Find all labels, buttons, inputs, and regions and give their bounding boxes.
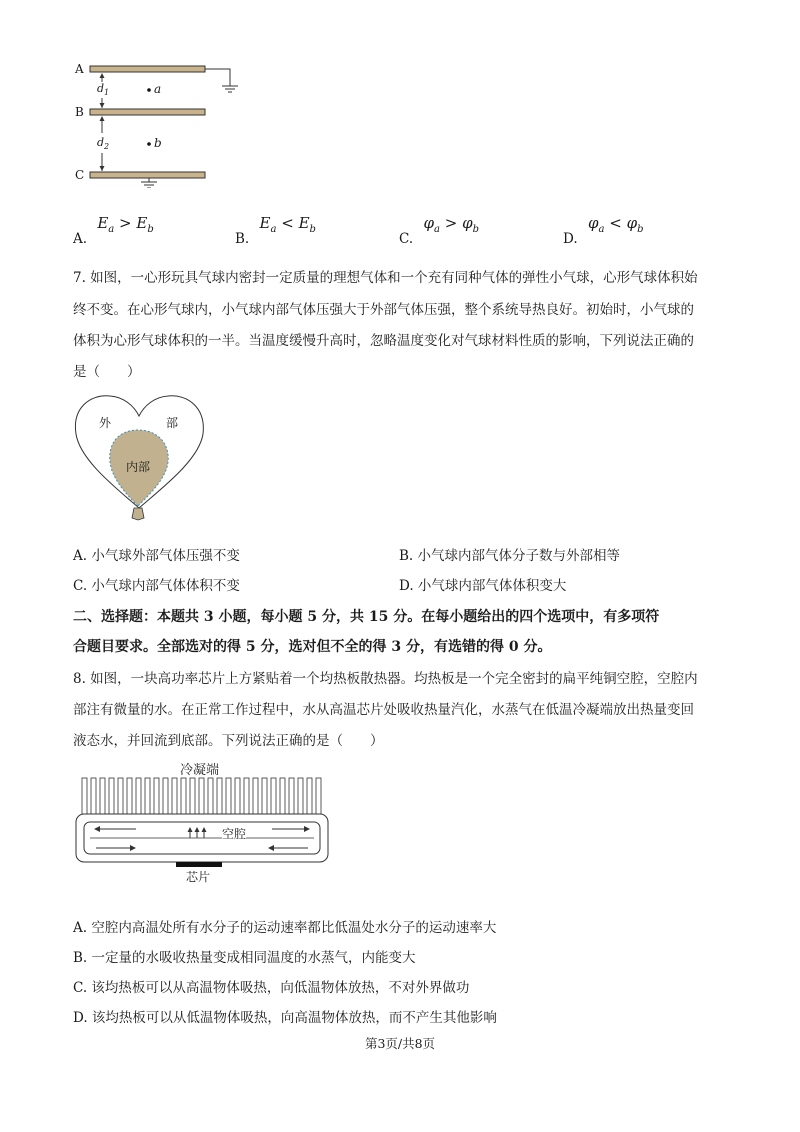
q6-plates-figure (70, 58, 260, 188)
cooling-fin (208, 778, 213, 814)
plate-label-c: C (75, 168, 85, 182)
plate-a-wire (205, 69, 230, 86)
d1-letter: d (97, 82, 105, 95)
cooling-fin (163, 778, 168, 814)
q6-c-rhs: φ (462, 214, 473, 232)
cooling-fin (190, 778, 195, 814)
cavity-label: 空腔 (222, 827, 247, 841)
d1-arrowhead-top (100, 73, 105, 78)
q6-b-rhs: E (298, 214, 310, 232)
cooling-fin (262, 778, 267, 814)
q6-option-b[interactable] (235, 214, 316, 249)
cooling-fin (145, 778, 150, 814)
cooling-fin (253, 778, 258, 814)
cooling-fin (127, 778, 132, 814)
q7-stem-line-4: 是（ ） (73, 364, 141, 380)
cooling-fin (235, 778, 240, 814)
cooling-fin (280, 778, 285, 814)
d1-label (97, 82, 109, 97)
d2-sub: 2 (104, 142, 110, 152)
q6-c-op: > (444, 214, 458, 232)
q6-option-d-letter: D. (563, 231, 578, 247)
cooling-fin (136, 778, 141, 814)
q6-option-c-expr (423, 214, 479, 235)
cooling-fin (316, 778, 321, 814)
q6-a-lhs: E (97, 214, 109, 232)
q7-option-a[interactable]: A. 小气球外部气体压强不变 (73, 548, 240, 564)
q6-option-d-expr (587, 214, 644, 235)
plate-a (90, 66, 205, 72)
q7-stem-line-2: 终不变。在心形气球内，小气球内部气体压强大于外部气体压强，整个系统导热良好。初始时，小气球的 (73, 302, 694, 318)
q8-option-c[interactable]: C. 该均热板可以从高温物体吸热，向低温物体放热，不对外界做功 (73, 980, 470, 996)
vapor-up-arrows (188, 827, 207, 838)
heart-outer-label-1: 外 (99, 416, 112, 430)
cooling-fin (100, 778, 105, 814)
d2-arrowhead-bottom (100, 166, 105, 171)
d1-arrowhead-bottom (100, 103, 105, 108)
q6-d-op: < (609, 214, 622, 232)
q6-b-lhs-sub: a (270, 224, 277, 235)
cooling-fin (298, 778, 303, 814)
d1-sub: 1 (104, 88, 110, 98)
section2-heading-line-2: 合题目要求。全部选对的得 5 分，选对但不全的得 3 分，有选错的得 0 分。 (73, 639, 552, 655)
cooling-fin (307, 778, 312, 814)
q8-stem-line-2: 部注有微量的水。在正常工作过程中，水从高温芯片处吸收热量汽化，水蒸气在低温冷凝端放出热量变回 (73, 702, 694, 718)
page-footer: 第3页/共8页 (364, 1036, 436, 1051)
q6-option-a-expr (97, 214, 154, 235)
point-b-dot (147, 142, 151, 146)
cooling-fin (217, 778, 222, 814)
d2-arrowhead-top (100, 116, 105, 121)
d2-label (97, 136, 109, 151)
plate-label-a: A (75, 62, 84, 76)
heart-outer-label-2: 部 (166, 416, 179, 430)
q7-option-d[interactable]: D. 小气球内部气体体积变大 (399, 578, 567, 594)
q6-a-rhs: E (136, 214, 148, 232)
q8-stem-line-1: 8. 如图，一块高功率芯片上方紧贴着一个均热板散热器。均热板是一个完全密封的扁平纯铜空腔，空腔内 (73, 671, 698, 687)
q8-option-b[interactable]: B. 一定量的水吸收热量变成相同温度的水蒸气，内能变大 (73, 950, 416, 966)
plate-c (90, 172, 205, 178)
q6-d-rhs: φ (626, 214, 638, 232)
point-b-label: b (154, 136, 162, 150)
cooling-fins (82, 778, 321, 814)
q7-option-c[interactable]: C. 小气球内部气体体积不变 (73, 578, 240, 594)
cooling-fin (82, 778, 87, 814)
q6-a-rhs-sub: b (147, 224, 154, 235)
q6-plates-svg (70, 58, 260, 188)
cooling-fin (226, 778, 231, 814)
plate-label-b: B (75, 105, 84, 119)
d2-letter: d (97, 136, 105, 149)
q8-option-a[interactable]: A. 空腔内高温处所有水分子的运动速率都比低温处水分子的运动速率大 (73, 920, 497, 936)
section2-heading-line-1: 二、选择题：本题共 3 小题，每小题 5 分，共 15 分。在每小题给出的四个选项中，有多项符 (73, 609, 660, 625)
q6-option-b-expr (259, 214, 316, 235)
q7-stem-line-1: 7. 如图，一心形玩具气球内密封一定质量的理想气体和一个充有同种气体的弹性小气球，心形气球体积始 (73, 270, 698, 286)
q6-c-lhs-sub: a (433, 224, 440, 235)
cooling-fin (199, 778, 204, 814)
q6-a-lhs-sub: a (108, 224, 115, 235)
cooling-fin (118, 778, 123, 814)
q6-option-c[interactable] (399, 214, 479, 249)
q6-option-b-letter: B. (235, 231, 250, 247)
q6-a-op: > (119, 214, 132, 232)
cooling-fin (289, 778, 294, 814)
q7-option-b[interactable]: B. 小气球内部气体分子数与外部相等 (399, 548, 621, 564)
q6-option-a[interactable] (73, 214, 154, 249)
cooling-fin (91, 778, 96, 814)
q6-option-a-letter: A. (73, 231, 88, 247)
q8-stem-line-3: 液态水，并回流到底部。下列说法正确的是（ ） (73, 733, 384, 749)
q6-c-rhs-sub: b (472, 224, 479, 235)
cooling-fin (109, 778, 114, 814)
q8-option-d[interactable]: D. 该均热板可以从低温物体吸热，向高温物体放热，而不产生其他影响 (73, 1010, 497, 1026)
q6-option-d[interactable] (563, 214, 644, 249)
q6-d-lhs: φ (587, 214, 599, 232)
plate-b (90, 109, 205, 115)
cooling-fin (271, 778, 276, 814)
q6-d-lhs-sub: a (598, 224, 605, 235)
q6-b-op: < (281, 214, 294, 232)
heart-inner-label: 内部 (126, 460, 151, 474)
q6-b-lhs: E (259, 214, 271, 232)
chip-label: 芯片 (186, 870, 211, 884)
q8-vapor-chamber-figure (72, 758, 332, 886)
condenser-label: 冷凝端 (180, 763, 220, 778)
cooling-fin (181, 778, 186, 814)
q6-d-rhs-sub: b (637, 224, 644, 235)
q6-b-rhs-sub: b (309, 224, 316, 235)
q6-option-c-letter: C. (399, 231, 414, 247)
point-a-label: a (154, 82, 162, 96)
q7-stem-line-3: 体积为心形气球体积的一半。当温度缓慢升高时，忽略温度变化对气球材料性质的影响，下列说法正确的 (73, 333, 694, 349)
q7-heart-figure (72, 392, 208, 524)
cooling-fin (154, 778, 159, 814)
cooling-fin (172, 778, 177, 814)
point-a-dot (147, 88, 151, 92)
q6-c-lhs: φ (423, 214, 434, 232)
balloon-knot (132, 508, 144, 520)
cooling-fin (244, 778, 249, 814)
chip-block (176, 862, 222, 867)
